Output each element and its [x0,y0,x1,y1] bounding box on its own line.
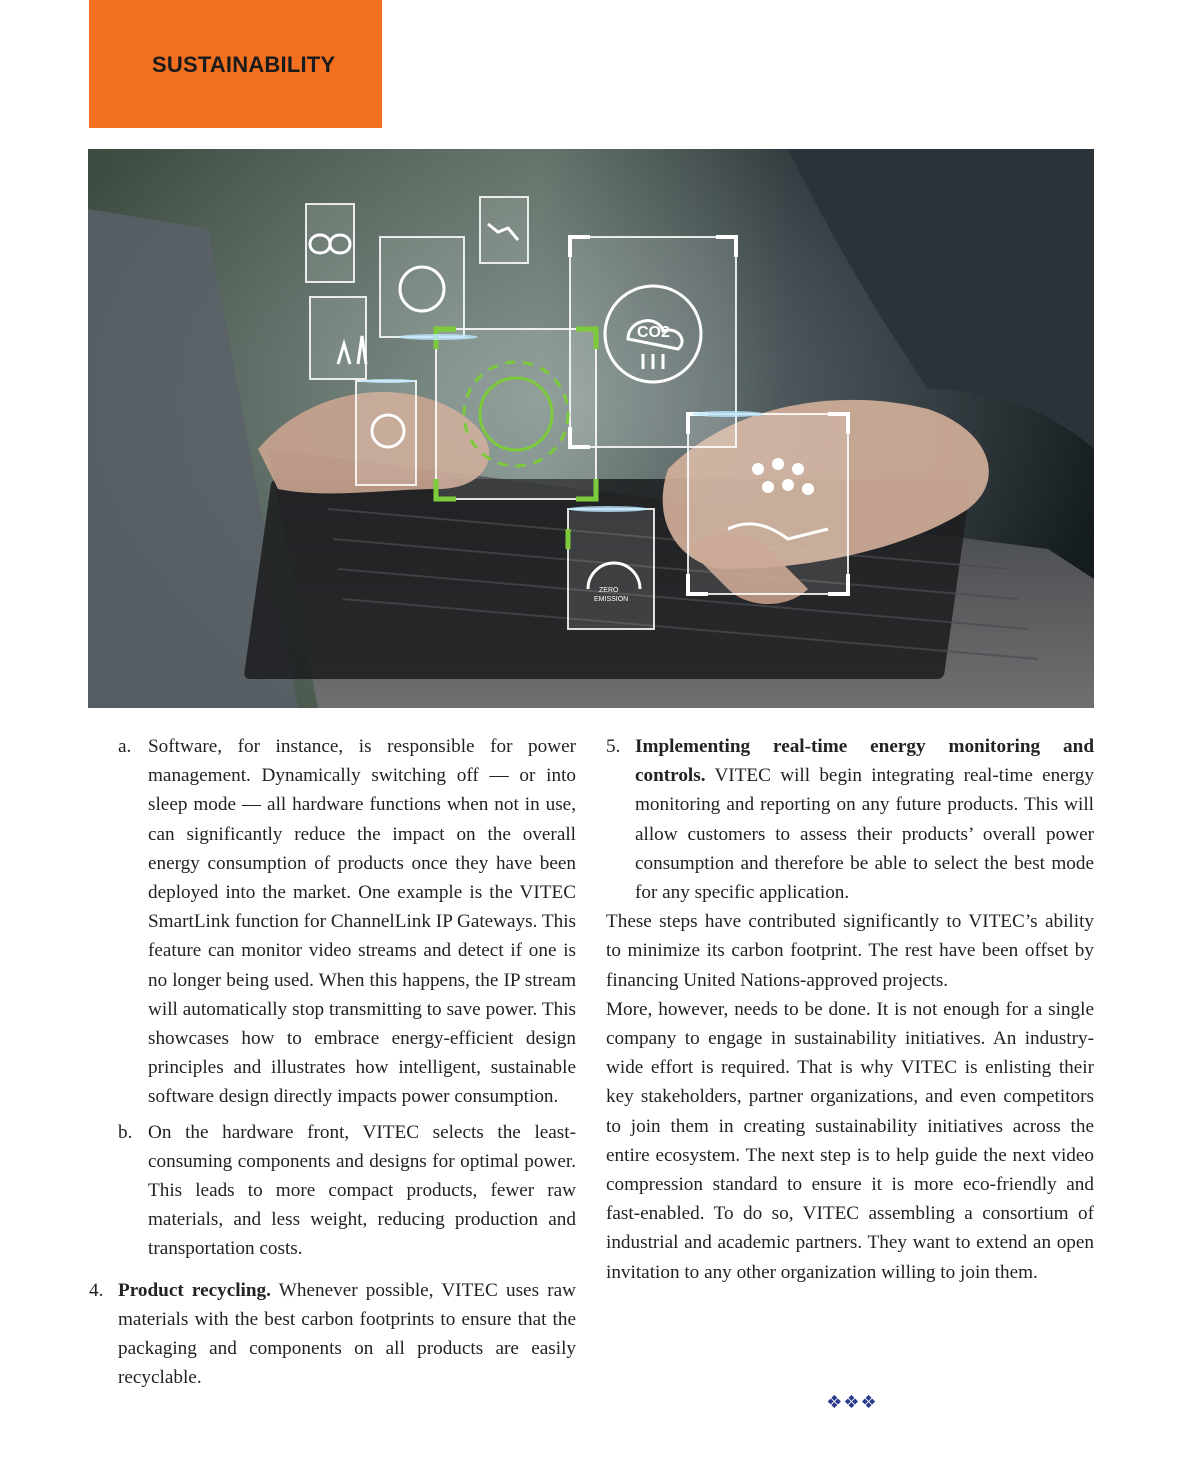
list-item-text: VITEC will begin integrating real-time energy monitoring and reporting on any future products. This will allow customers to assess their products’ overall power consumption and therefore be able to select the best mode for any specific application. [635,765,1094,904]
gauge-label-bottom: EMISSION [594,596,629,603]
list-marker: 5. [606,736,621,757]
end-ornament: ❖❖❖ [826,1392,878,1413]
co2-label: CO2 [637,324,670,341]
right-column [606,732,1094,1287]
list-marker: b. [118,1121,133,1143]
hero-image [88,149,1094,708]
list-item-4 [89,1276,576,1393]
list-marker: a. [118,736,132,757]
list-item-a [89,732,576,1112]
paragraph: These steps have contributed significantly to VITEC’s ability to minimize its carbon footprint. The rest have been offset by financing United Nations-approved projects. [606,911,1094,991]
list-item-b [89,1118,576,1264]
section-tab [89,0,382,128]
list-item-heading: Implementing real-time energy monitoring and controls. [635,736,1094,787]
left-column [89,732,576,1392]
gauge-label-top: ZERO [599,587,619,594]
section-label: SUSTAINABILITY [152,52,336,77]
list-marker: 4. [89,1279,104,1301]
paragraph: More, however, needs to be done. It is not enough for a single company to engage in sustainability initiatives. An industry-wide effort is required. That is why VITEC is enlisting their key stakeholders, partner organizations, and even competitors to join them in creating sustainability initiatives across the entire ecosystem. The next step is to help guide the next video compression standard to ensure it is more eco-friendly and fast-enabled. To do so, VITEC assembling a consortium of industrial and academic partners. They want to extend an open invitation to any other organization willing to join them. [606,998,1094,1283]
list-item-heading: Product recycling. [118,1279,271,1301]
list-item-text: Whenever possible, VITEC uses raw materials with the best carbon footprints to ensure that the packaging and components on all products are easily recyclable. [118,1279,576,1389]
list-item-text: Software, for instance, is responsible for power management. Dynamically switching off — or into sleep mode — all hardware functions when not in use, can significantly reduce the impact on the overall energy consumption of products once they have been deployed into the market. One example is the VITEC SmartLink function for ChannelLink IP Gateways. This feature can monitor video streams and detect if one is no longer being used. When this happens, the IP stream will automatically stop transmitting to save power. This showcases how to embrace energy-efficient design principles and illustrates how intelligent, sustainable software design directly impacts power consumption. [148,736,576,1108]
list-item-text: On the hardware front, VITEC selects the least-consuming components and designs for optimal power. This leads to more compact products, fewer raw materials, and less weight, reducing production and transportation costs. [148,1121,576,1260]
list-item-5 [606,732,1094,907]
